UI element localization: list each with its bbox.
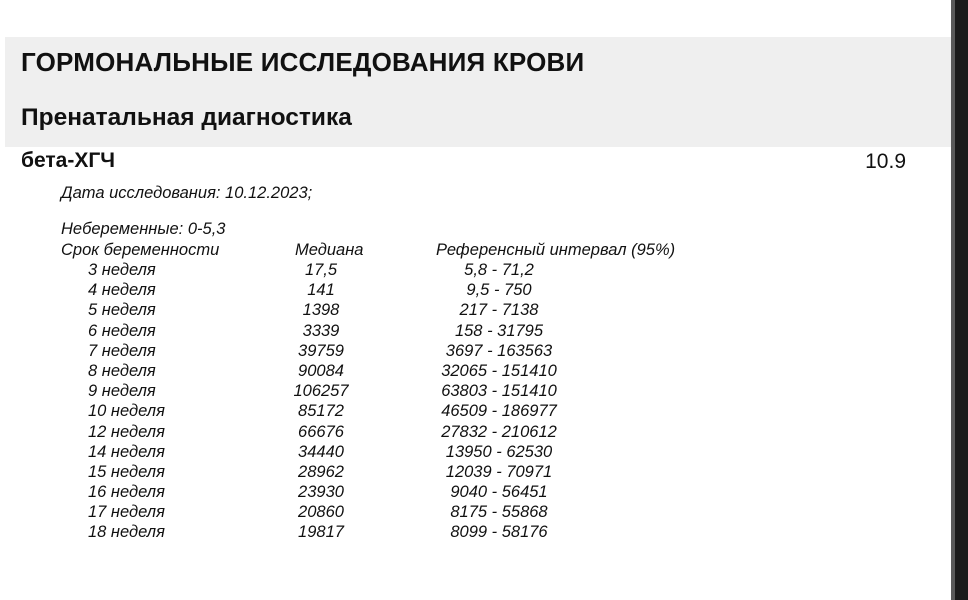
header-term: Срок беременности: [61, 241, 220, 259]
median-cell: 17,5: [304, 261, 338, 279]
median-cell: 106257: [293, 382, 349, 401]
median-cell: 28962: [298, 462, 344, 481]
reference-cell: 9,5 - 750: [466, 281, 532, 300]
week-cell: 17 неделя: [88, 503, 165, 522]
week-cell: 6 неделя: [88, 321, 156, 340]
reference-cell: 46509 - 186977: [441, 402, 557, 421]
reference-cell: 63803 - 151410: [441, 382, 557, 401]
week-cell: 12 неделя: [88, 422, 165, 441]
test-name: бета-ХГЧ: [21, 149, 115, 172]
table-row: [0, 300, 900, 320]
header-reference: Референсный интервал (95%): [436, 241, 676, 259]
reference-cell: 9040 - 56451: [450, 483, 548, 502]
week-cell: 9 неделя: [88, 382, 156, 401]
table-row: [0, 361, 900, 381]
table-row: [0, 462, 900, 482]
week-cell: 4 неделя: [88, 281, 156, 300]
table-row: [0, 341, 900, 361]
study-date: Дата исследования: 10.12.2023;: [61, 184, 313, 202]
week-cell: 3 неделя: [88, 261, 156, 279]
reference-cell: 32065 - 151410: [441, 361, 557, 380]
table-row: [0, 401, 900, 421]
table-row: [0, 321, 900, 341]
reference-table-body: [0, 260, 900, 543]
week-cell: 10 неделя: [88, 402, 165, 421]
reference-cell: 5,8 - 71,2: [464, 261, 534, 279]
table-row: [0, 422, 900, 442]
median-cell: 141: [307, 281, 335, 300]
reference-table-header: [0, 240, 900, 260]
non-pregnant-reference: Небеременные: 0-5,3: [61, 220, 226, 238]
week-cell: 16 неделя: [88, 483, 165, 502]
week-cell: 8 неделя: [88, 361, 156, 380]
table-row: [0, 381, 900, 401]
subsection-title: Пренатальная диагностика: [21, 104, 352, 131]
reference-cell: 8175 - 55868: [450, 503, 548, 522]
reference-cell: 12039 - 70971: [445, 462, 553, 481]
reference-cell: 27832 - 210612: [441, 422, 557, 441]
week-cell: 5 неделя: [88, 301, 156, 320]
table-row: [0, 260, 900, 280]
table-row: [0, 280, 900, 300]
reference-cell: 158 - 31795: [454, 321, 544, 340]
table-row: [0, 502, 900, 522]
median-cell: 39759: [298, 341, 344, 360]
median-cell: 90084: [298, 361, 344, 380]
median-cell: 19817: [298, 523, 344, 542]
week-cell: 14 неделя: [88, 442, 165, 461]
median-cell: 34440: [298, 442, 344, 461]
median-cell: 1398: [302, 301, 340, 320]
reference-cell: 8099 - 58176: [450, 523, 548, 542]
week-cell: 18 неделя: [88, 523, 165, 542]
median-cell: 85172: [298, 402, 344, 421]
page-edge-border: [951, 0, 968, 600]
week-cell: 7 неделя: [88, 341, 156, 360]
table-row: [0, 442, 900, 462]
reference-cell: 217 - 7138: [459, 301, 539, 320]
table-row: [0, 482, 900, 502]
median-cell: 20860: [298, 503, 344, 522]
median-cell: 23930: [298, 483, 344, 502]
section-title: ГОРМОНАЛЬНЫЕ ИССЛЕДОВАНИЯ КРОВИ: [21, 47, 585, 77]
reference-cell: 13950 - 62530: [445, 442, 553, 461]
median-cell: 66676: [298, 422, 344, 441]
median-cell: 3339: [302, 321, 340, 340]
header-median: Медиана: [295, 241, 364, 259]
test-result-value: 10.9: [865, 150, 906, 173]
reference-cell: 3697 - 163563: [445, 341, 553, 360]
week-cell: 15 неделя: [88, 462, 165, 481]
table-row: [0, 522, 900, 542]
